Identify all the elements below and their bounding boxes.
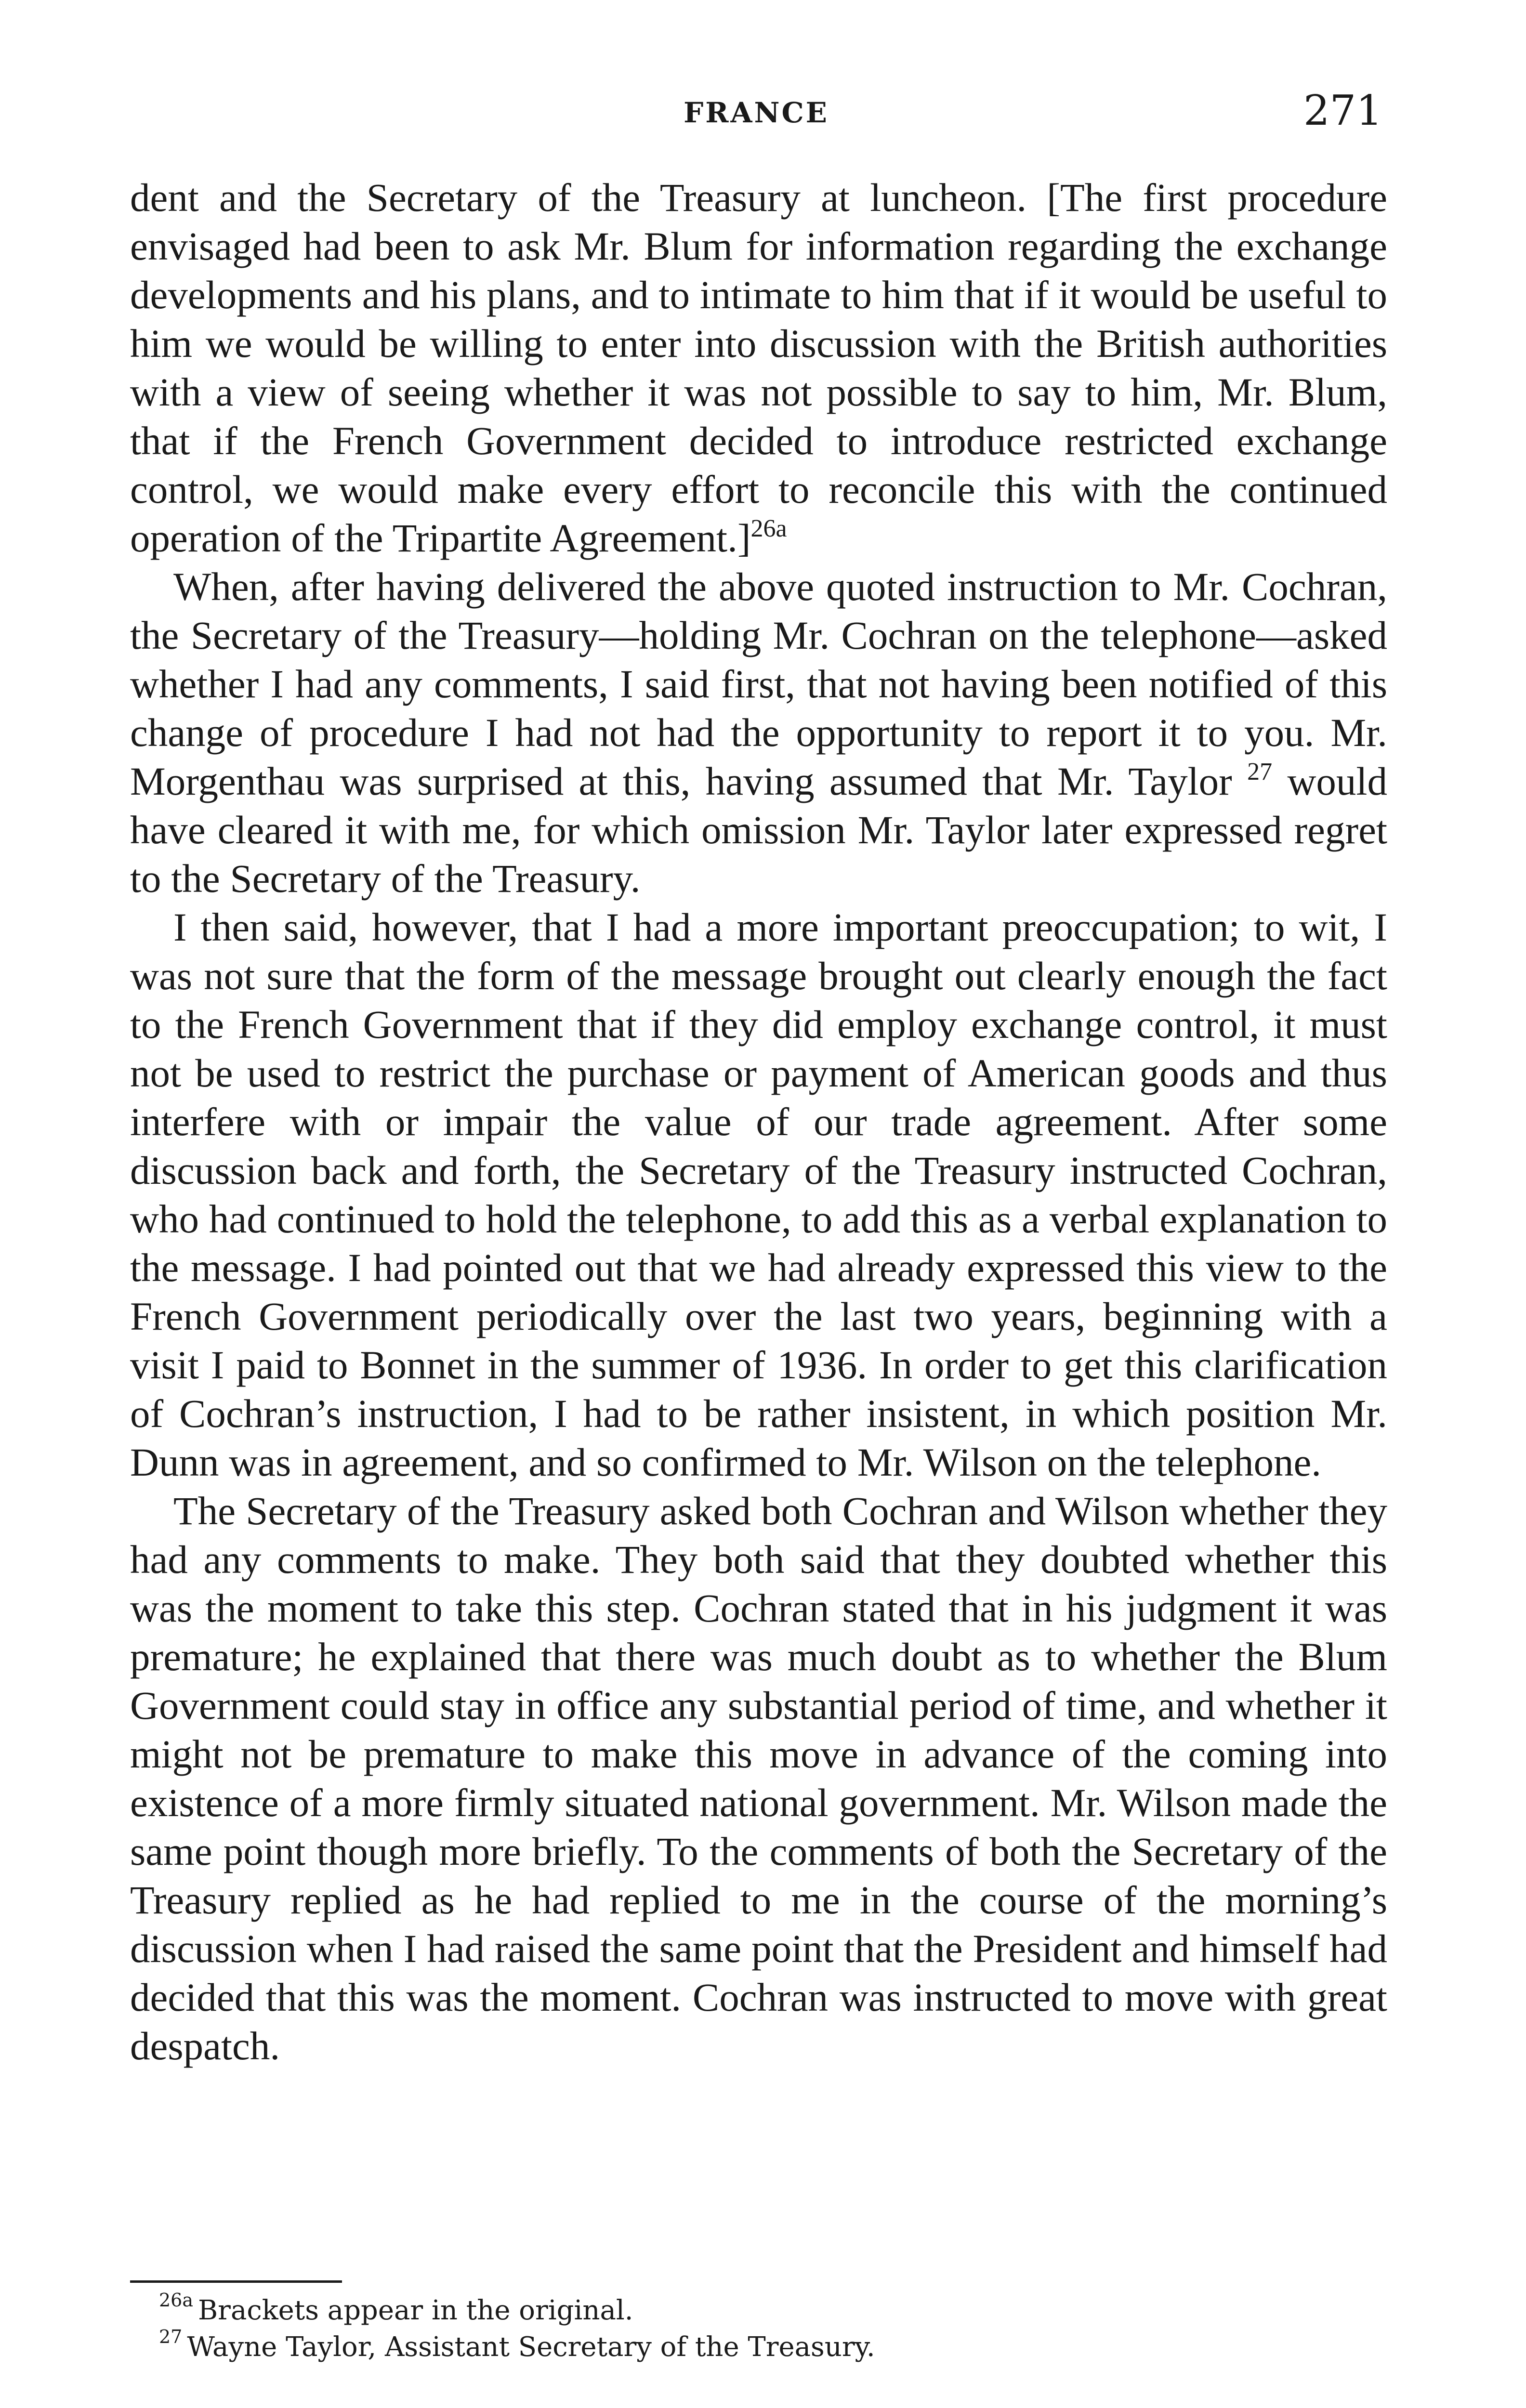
paragraph-1 — [130, 173, 1387, 563]
footnote-text: Brackets appear in the original. — [198, 2295, 633, 2326]
page-number: 271 — [1303, 87, 1382, 135]
paragraph-2-text-after: would have cleared it with me, for which omission Mr. Taylor later expressed regret to the Secretary of the Treasury. — [130, 759, 1387, 901]
paragraph-4: The Secretary of the Treasury asked both Cochran and Wilson whether they had any comments to make. They both said that they doubted whether this was the moment to take this step. Cochran stated that in his judgment it was premature; he explained that there was much doubt as to whether the Blum Government could stay in office any substantial period of time, and whether it might not be premature to make this move in advance of the coming into existence of a more firmly situated national government. Mr. Wilson made the same point though more briefly. To the comments of both the Secretary of the Treasury replied as he had replied to me in the course of the morning’s discussion when I had raised the same point that the President and himself had decided that this was the moment. Cochran was instructed to move with great despatch. — [130, 1489, 1387, 2068]
footnote-mark: 26a — [159, 2290, 194, 2311]
paragraph-2 — [130, 563, 1387, 903]
paragraph-2-text-before: When, after having delivered the above quoted instruction to Mr. Cochran, the Secretary of the Treasury—holding Mr. Cochran on the telephone—asked whether I had any comments, I said first, that not having been notified of this change of procedure I had not had the opportunity to report it to you. Mr. Morgenthau was surprised at this, having assumed that Mr. Taylor — [130, 564, 1387, 803]
paragraph-1-text: dent and the Secretary of the Treasury at luncheon. [The first procedure envisaged had been to ask Mr. Blum for information regarding the exchange developments and his plans, and to intimate to him that if it would be useful to him we would be willing to enter into discussion with the British authorities with a view of seeing whether it was not possible to say to him, Mr. Blum, that if the French Government decided to introduce restricted exchange control, we would make every effort to reconcile this with the continued operation of the Tripartite Agreement.] — [130, 175, 1387, 560]
paragraph-3: I then said, however, that I had a more important preoccupation; to wit, I was not sure that the form of the message brought out clearly enough the fact to the French Government that if they did employ exchange control, it must not be used to restrict the purchase or payment of American goods and thus interfere with or impair the value of our trade agreement. After some discussion back and forth, the Secretary of the Treasury instructed Cochran, who had continued to hold the telephone, to add this as a verbal explanation to the message. I had pointed out that we had already expressed this view to the French Government periodically over the last two years, beginning with a visit I paid to Bonnet in the summer of 1936. In order to get this clarification of Cochran’s instruction, I had to be rather insistent, in which position Mr. Dunn was in agreement, and so confirmed to Mr. Wilson on the telephone. — [130, 905, 1387, 1484]
footnote-ref-27: 27 — [1247, 758, 1273, 785]
footnote-ref-26a: 26a — [750, 514, 787, 542]
footnote-text: Wayne Taylor, Assistant Secretary of the Treasury. — [187, 2331, 875, 2363]
footnotes — [159, 2292, 1363, 2366]
footnote-27 — [159, 2326, 1363, 2366]
footnote-divider — [130, 2280, 342, 2283]
running-title: FRANCE — [684, 96, 829, 129]
running-head — [130, 77, 1382, 135]
footnote-mark: 27 — [159, 2326, 183, 2348]
footnote-26a — [159, 2292, 1363, 2329]
body-text — [130, 173, 1387, 2070]
